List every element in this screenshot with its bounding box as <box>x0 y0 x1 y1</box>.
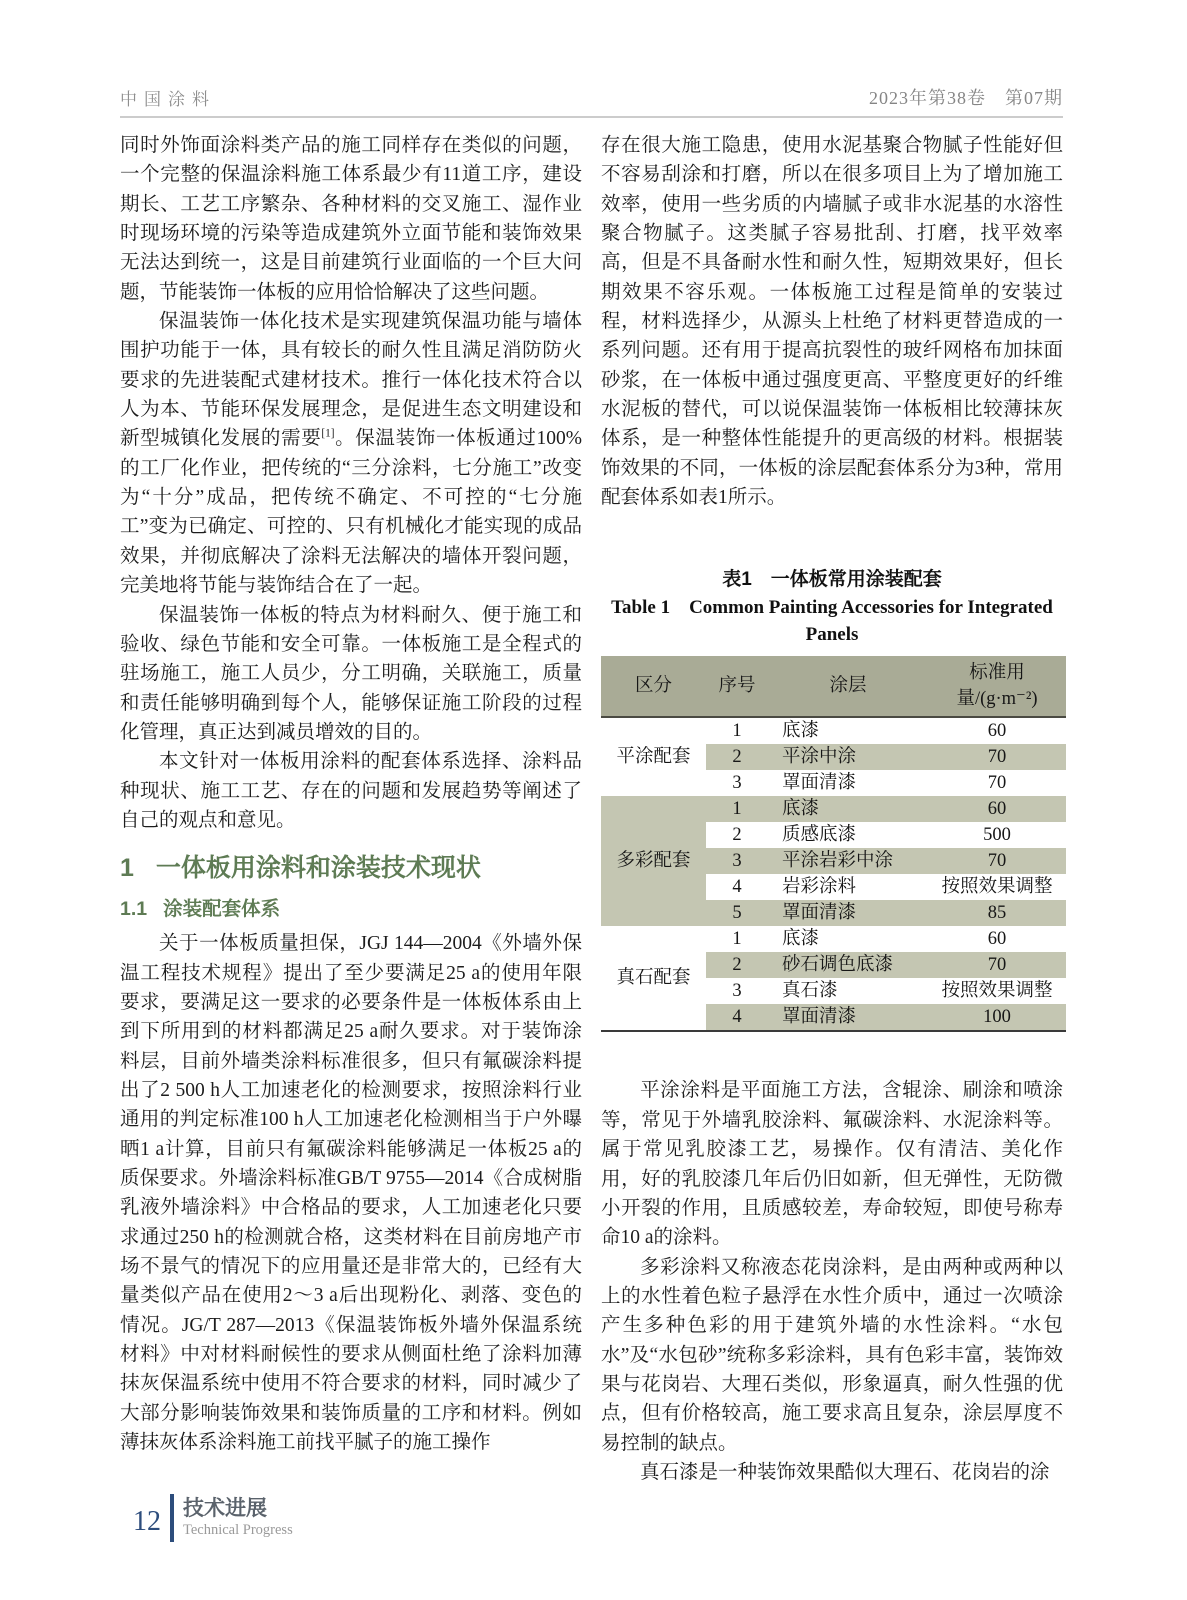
header-rule <box>120 116 1063 118</box>
paragraph <box>120 307 582 600</box>
table-seq-cell: 4 <box>706 1004 768 1031</box>
table-row <box>601 926 1066 952</box>
page-number: 12 <box>133 1506 161 1537</box>
table-seq-cell: 3 <box>706 770 768 796</box>
footer-column-label <box>183 1496 293 1540</box>
paragraph: 存在很大施工隐患，使用水泥基聚合物腻子性能好但不容易刮涂和打磨，所以在很多项目上为了增加施工效率，使用一些劣质的内墙腻子或非水泥基的水溶性聚合物腻子。这类腻子容易批刮、打磨，找平效率高，但是不具备耐水性和耐久性，短期效果好，但长期效果不容乐观。一体板施工过程是简单的安装过程，材料选择少，从源头上杜绝了材料更替造成的一系列问题。还有用于提高抗裂性的玻纤网格布加抹面砂浆，在一体板中通过强度更高、平整度更好的纤维水泥板的替代，可以说保温装饰一体板相比较薄抹灰体系，是一种整体性能提升的更高级的材料。根据装饰效果的不同，一体板的涂层配套体系分为3种，常用配套体系如表1所示。 <box>601 135 1063 509</box>
table-layer-cell: 罩面清漆 <box>768 770 928 796</box>
table-layer-cell: 罩面清漆 <box>768 1004 928 1031</box>
table-group-cell: 多彩配套 <box>601 796 706 926</box>
table-row <box>601 796 1066 822</box>
table-amount-cell: 按照效果调整 <box>928 978 1066 1004</box>
table-caption <box>601 566 1063 648</box>
table-layer-cell: 底漆 <box>768 796 928 822</box>
table-amount-cell: 按照效果调整 <box>928 874 1066 900</box>
accessories-table-body <box>601 717 1066 1031</box>
table-amount-cell: 70 <box>928 770 1066 796</box>
section-number: 1.1 <box>120 898 148 921</box>
paragraph: 多彩涂料又称液态花岗涂料，是由两种或两种以上的水性着色粒子悬浮在水性介质中，通过一次喷涂产生多种色彩的用于建筑外墙的水性涂料。“水包水”及“水包砂”统称多彩涂料，具有色彩丰富，装饰效果与花岗岩、大理石类似，形象逼真，耐久性强的优点，但有价格较高，施工要求高且复杂，涂层厚度不易控制的缺点。 <box>601 1256 1063 1454</box>
table-header <box>601 656 1066 717</box>
paragraph: 本文针对一体板用涂料的配套体系选择、涂料品种现状、施工工艺、存在的问题和发展趋势等阐述了自己的观点和意见。 <box>120 751 582 831</box>
column-header-amount: 标准用量/(g·m⁻²) <box>928 656 1066 717</box>
column-header-layer: 涂层 <box>768 656 928 717</box>
paragraph-text: 保温装饰一体化技术是实现建筑保温功能与墙体围护功能于一体，具有较长的耐久性且满足消防防火要求的先进装配式建材技术。推行一体化技术符合以人为本、节能环保发展理念，是促进生态文明建设和新型城镇化发展的需要 <box>120 311 582 450</box>
table-seq-cell: 3 <box>706 848 768 874</box>
table-caption-en: Table 1 Common Painting Accessories for Integrated Panels <box>611 597 1053 646</box>
table-amount-cell: 70 <box>928 744 1066 770</box>
table-group-cell: 平涂配套 <box>601 717 706 796</box>
page-footer <box>133 1494 293 1542</box>
table-seq-cell: 2 <box>706 952 768 978</box>
page-header <box>120 84 1063 110</box>
paragraph: 关于一体板质量担保，JGJ 144—2004《外墙外保温工程技术规程》提出了至少要满足25 a的使用年限要求，要满足这一要求的必要条件是一体板体系由上到下所用到的材料都满足25 a耐久要求。对于装饰涂料层，目前外墙类涂料标准很多，但只有氟碳涂料提出了2 500 h人工加速老化的检测要求，按照涂料行业通用的判定标准100 h人工加速老化检测相当于户外曝晒1 a计算，目前只有氟碳涂料能够满足一体板25 a的质保要求。外墙涂料标准GB/T 9755—2014《合成树脂乳液外墙涂料》中合格品的要求，人工加速老化只要求通过250 h的检测就合格，这类材料在目前房地产市场不景气的情况下的应用量还是非常大的，已经有大量类似产品在使用2～3 a后出现粉化、剥落、变色的情况。JG/T 287—2013《保温装饰板外墙外保温系统材料》中对材料耐候性的要求从侧面杜绝了涂料加薄抹灰保温系统中使用不符合要求的材料，同时减少了大部分影响装饰效果和装饰质量的工序和材料。例如薄抹灰体系涂料施工前找平腻子的施工操作 <box>120 933 582 1454</box>
issue-info: 2023年第38卷 第07期 <box>869 88 1063 108</box>
table-layer-cell: 底漆 <box>768 717 928 744</box>
table-seq-cell: 1 <box>706 926 768 952</box>
table-group-cell: 真石配套 <box>601 926 706 1031</box>
table-layer-cell: 真石漆 <box>768 978 928 1004</box>
accessories-table <box>601 656 1066 1032</box>
table-layer-cell: 质感底漆 <box>768 822 928 848</box>
table-seq-cell: 2 <box>706 822 768 848</box>
footer-divider-bar <box>170 1494 174 1542</box>
table-seq-cell: 1 <box>706 717 768 744</box>
paragraph: 真石漆是一种装饰效果酷似大理石、花岗岩的涂 <box>640 1461 1050 1483</box>
table-seq-cell: 2 <box>706 744 768 770</box>
paragraph: 同时外饰面涂料类产品的施工同样存在类似的问题，一个完整的保温涂料施工体系最少有11道工序，建设期长、工艺工序繁杂、各种材料的交叉施工、湿作业时现场环境的污染等造成建筑外立面节能和装饰效果无法达到统一，这是目前建筑行业面临的一个巨大问题，节能装饰一体板的应用恰恰解决了这些问题。 <box>120 135 582 303</box>
journal-name: 中国涂料 <box>120 90 216 109</box>
column-header-group: 区分 <box>601 656 706 717</box>
section-number: 1 <box>120 854 134 883</box>
section-heading-1-1 <box>120 895 582 923</box>
reference-mark: [1] <box>321 427 335 440</box>
table-amount-cell: 60 <box>928 926 1066 952</box>
paragraph: 平涂涂料是平面施工方法，含辊涂、刷涂和喷涂等，常见于外墙乳胶涂料、氟碳涂料、水泥涂料等。属于常见乳胶漆工艺，易操作。仅有清洁、美化作用，好的乳胶漆几年后仍旧如新，但无弹性，无防微小开裂的作用，且质感较差，寿命较短，即使号称寿命10 a的涂料。 <box>601 1080 1063 1249</box>
table-caption-zh: 表1 一体板常用涂装配套 <box>722 569 942 591</box>
column-header-seq: 序号 <box>706 656 768 717</box>
footer-column-zh: 技术进展 <box>183 1497 267 1520</box>
table-seq-cell: 5 <box>706 900 768 926</box>
section-title: 一体板用涂料和涂装技术现状 <box>155 854 481 883</box>
table-amount-cell: 85 <box>928 900 1066 926</box>
table-seq-cell: 1 <box>706 796 768 822</box>
table-amount-cell: 500 <box>928 822 1066 848</box>
paragraph: 保温装饰一体板的特点为材料耐久、便于施工和验收、绿色节能和安全可靠。一体板施工是全程式的驻场施工，施工人员少，分工明确，关联施工，质量和责任能够明确到每个人，能够保证施工阶段的过程化管理，真正达到减员增效的目的。 <box>120 604 582 743</box>
footer-column-en: Technical Progress <box>183 1522 293 1538</box>
table-seq-cell: 3 <box>706 978 768 1004</box>
table-seq-cell: 4 <box>706 874 768 900</box>
table-amount-cell: 70 <box>928 848 1066 874</box>
section-title: 涂装配套体系 <box>163 898 281 921</box>
table-amount-cell: 60 <box>928 717 1066 744</box>
table-layer-cell: 底漆 <box>768 926 928 952</box>
table-amount-cell: 100 <box>928 1004 1066 1031</box>
table-row <box>601 717 1066 744</box>
table-amount-cell: 70 <box>928 952 1066 978</box>
right-column <box>601 131 1063 1487</box>
section-heading-1 <box>120 851 582 885</box>
table-amount-cell: 60 <box>928 796 1066 822</box>
table-layer-cell: 砂石调色底漆 <box>768 952 928 978</box>
table-layer-cell: 罩面清漆 <box>768 900 928 926</box>
left-column <box>120 131 582 1457</box>
table-layer-cell: 平涂中涂 <box>768 744 928 770</box>
paragraph-text: 。保温装饰一体板通过100%的工厂化作业，把传统的“三分涂料，七分施工”改变为“十分”成品，把传统不确定、不可控的“七分施工”变为已确定、可控的、只有机械化才能实现的成品效果，并彻底解决了涂料无法解决的墙体开裂问题，完美地将节能与装饰结合在了一起。 <box>120 428 582 597</box>
table-layer-cell: 岩彩涂料 <box>768 874 928 900</box>
table-layer-cell: 平涂岩彩中涂 <box>768 848 928 874</box>
